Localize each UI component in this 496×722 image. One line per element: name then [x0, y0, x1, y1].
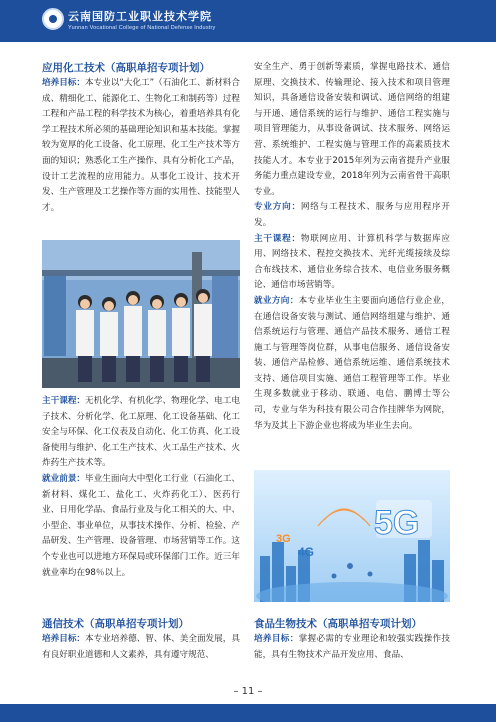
- text-jobs: 毕业生面向大中型化工行业（石油化工、新材料、煤化工、盐化工、火炸药化工）、医药行业、日用化学品、食品行业及与化工相关的大、中、小型企、事业单位，从事技术操作、分析、检验、产品研发、生产管理、设备管理、市场营销等工作。这个专业也可以进地方环保局或环保部门工作。近三年就业率均在98％以上。: [42, 473, 240, 578]
- left-column-top: [42, 60, 240, 216]
- label-goal-2: 培养目标：: [42, 634, 86, 644]
- footer-bar: [0, 704, 496, 722]
- text-goal: 本专业以“大化工”（石油化工、新材料合成、精细化工、能源化工、生物化工和制药等）过程工程和产品工程的科学技术为核心，着重培养具有化学工程技术所必须的基础理论知识和基本技能。掌握较为宽厚的化工设备、化工原理、化工生产技术等方面的知识；熟悉化工生产操作、具有分析化工产品，设计工艺流程的应用能力。从事化工设计、技术开发、生产管理及工艺操作等方面的实用性、技能型人才。: [42, 78, 240, 213]
- paragraph-communication-goal: [42, 632, 240, 663]
- label-goal: 培养目标：: [42, 78, 85, 88]
- paragraph-chemical-goal: [42, 76, 240, 216]
- text-goal-3: 掌握必需的专业理论和较强实践操作技能，具有生物技术产品开发应用、食品、: [254, 634, 450, 660]
- label-direction: 专业方向：: [254, 202, 301, 213]
- 5g-network-image: [254, 470, 450, 602]
- label-goal-3: 培养目标：: [254, 634, 299, 644]
- text-courses: 无机化学、有机化学、物理化学、电工电子技术、分析化学、化工原理、化工设备基础、化工安全与环保、化工仪表及自动化、化工仿真、化工设备使用与维护、化工生产技术、火工品生产技术、火炸药生产技术等。: [42, 396, 240, 469]
- label-courses-2: 主干课程：: [254, 233, 301, 244]
- right-column-top: [254, 60, 450, 434]
- school-name-cn: 云南国防工业职业技术学院: [68, 10, 212, 23]
- page-header: [0, 0, 496, 42]
- students-photo: [42, 240, 240, 388]
- label-jobs-2: 就业方向：: [254, 295, 299, 306]
- label-jobs: 就业前景：: [42, 473, 86, 484]
- text-jobs-2: 本专业毕业生主要面向通信行业企业，在通信设备安装与测试、通信网络组建与维护、通信系统运行与管理、通信产品技术服务、通信工程施工与管理等岗位群，从事电信服务、通信设备安装、通信产品检修、通信系统运维、通信系统技术支持、通信项目实施、通信工程管理等工作。毕业生现多数就业于移动、联通、电信、鹏博士等公司，专业与华为科技有限公司合作挂牌华为网院，华为及其上下游企业也将成为毕业生去向。: [254, 295, 450, 431]
- page-number: – 11 –: [233, 686, 263, 697]
- school-logo-icon: [42, 8, 64, 30]
- paragraph-communication-jobs: [254, 294, 450, 434]
- right-column-bottom: [254, 616, 450, 663]
- paragraph-chemical-jobs: [42, 472, 240, 581]
- section-title-chemical: 应用化工技术（高职单招专项计划）: [42, 62, 210, 74]
- paragraph-chemical-courses: [42, 394, 240, 472]
- paragraph-food-goal: [254, 632, 450, 663]
- section-title-food: 食品生物技术（高职单招专项计划）: [254, 618, 422, 630]
- text-courses-2: 物联网应用、计算机科学与数据库应用、网络技术、程控交换技术、光纤光缆接续及综合布线技术、通信业务综合技术、电信业务服务概论、通信市场营销等。: [254, 233, 450, 291]
- paragraph-communication-direction: [254, 200, 450, 231]
- 4g-label: 4G: [298, 545, 315, 559]
- text-goal-2: 本专业培养德、智、体、美全面发展，具有良好职业道德和人文素养，具有遵守规范、: [42, 634, 240, 660]
- 5g-label: 5G: [374, 504, 420, 542]
- 3g-label: 3G: [276, 533, 291, 545]
- paragraph-communication-courses: [254, 232, 450, 294]
- left-column-bottom: [42, 616, 240, 663]
- label-courses: 主干课程：: [42, 396, 86, 406]
- school-name-en: Yunnan Vocational College of National Defense Industry: [68, 25, 216, 31]
- paragraph-communication-cont: 安全生产、勇于创新等素质，掌握电路技术、通信原理、交换技术、传输理论、接入技术和项目管理知识，具备通信设备安装和调试、通信网络的组建与开通、通信系统的运行与维护、通信工程实施与项目管理能力，从事设备调试、技术服务、网络运营、系统维护、工程实施与管理工作的高素质技术技能人才。本专业于2015年列为云南省提升产业服务能力重点建设专业，2018年列为云南省骨干高职专业。: [254, 62, 450, 197]
- text-direction: 网络与工程技术、服务与应用程序开发。: [254, 202, 450, 228]
- left-column-middle: [42, 394, 240, 581]
- section-title-communication: 通信技术（高职单招专项计划）: [42, 618, 189, 630]
